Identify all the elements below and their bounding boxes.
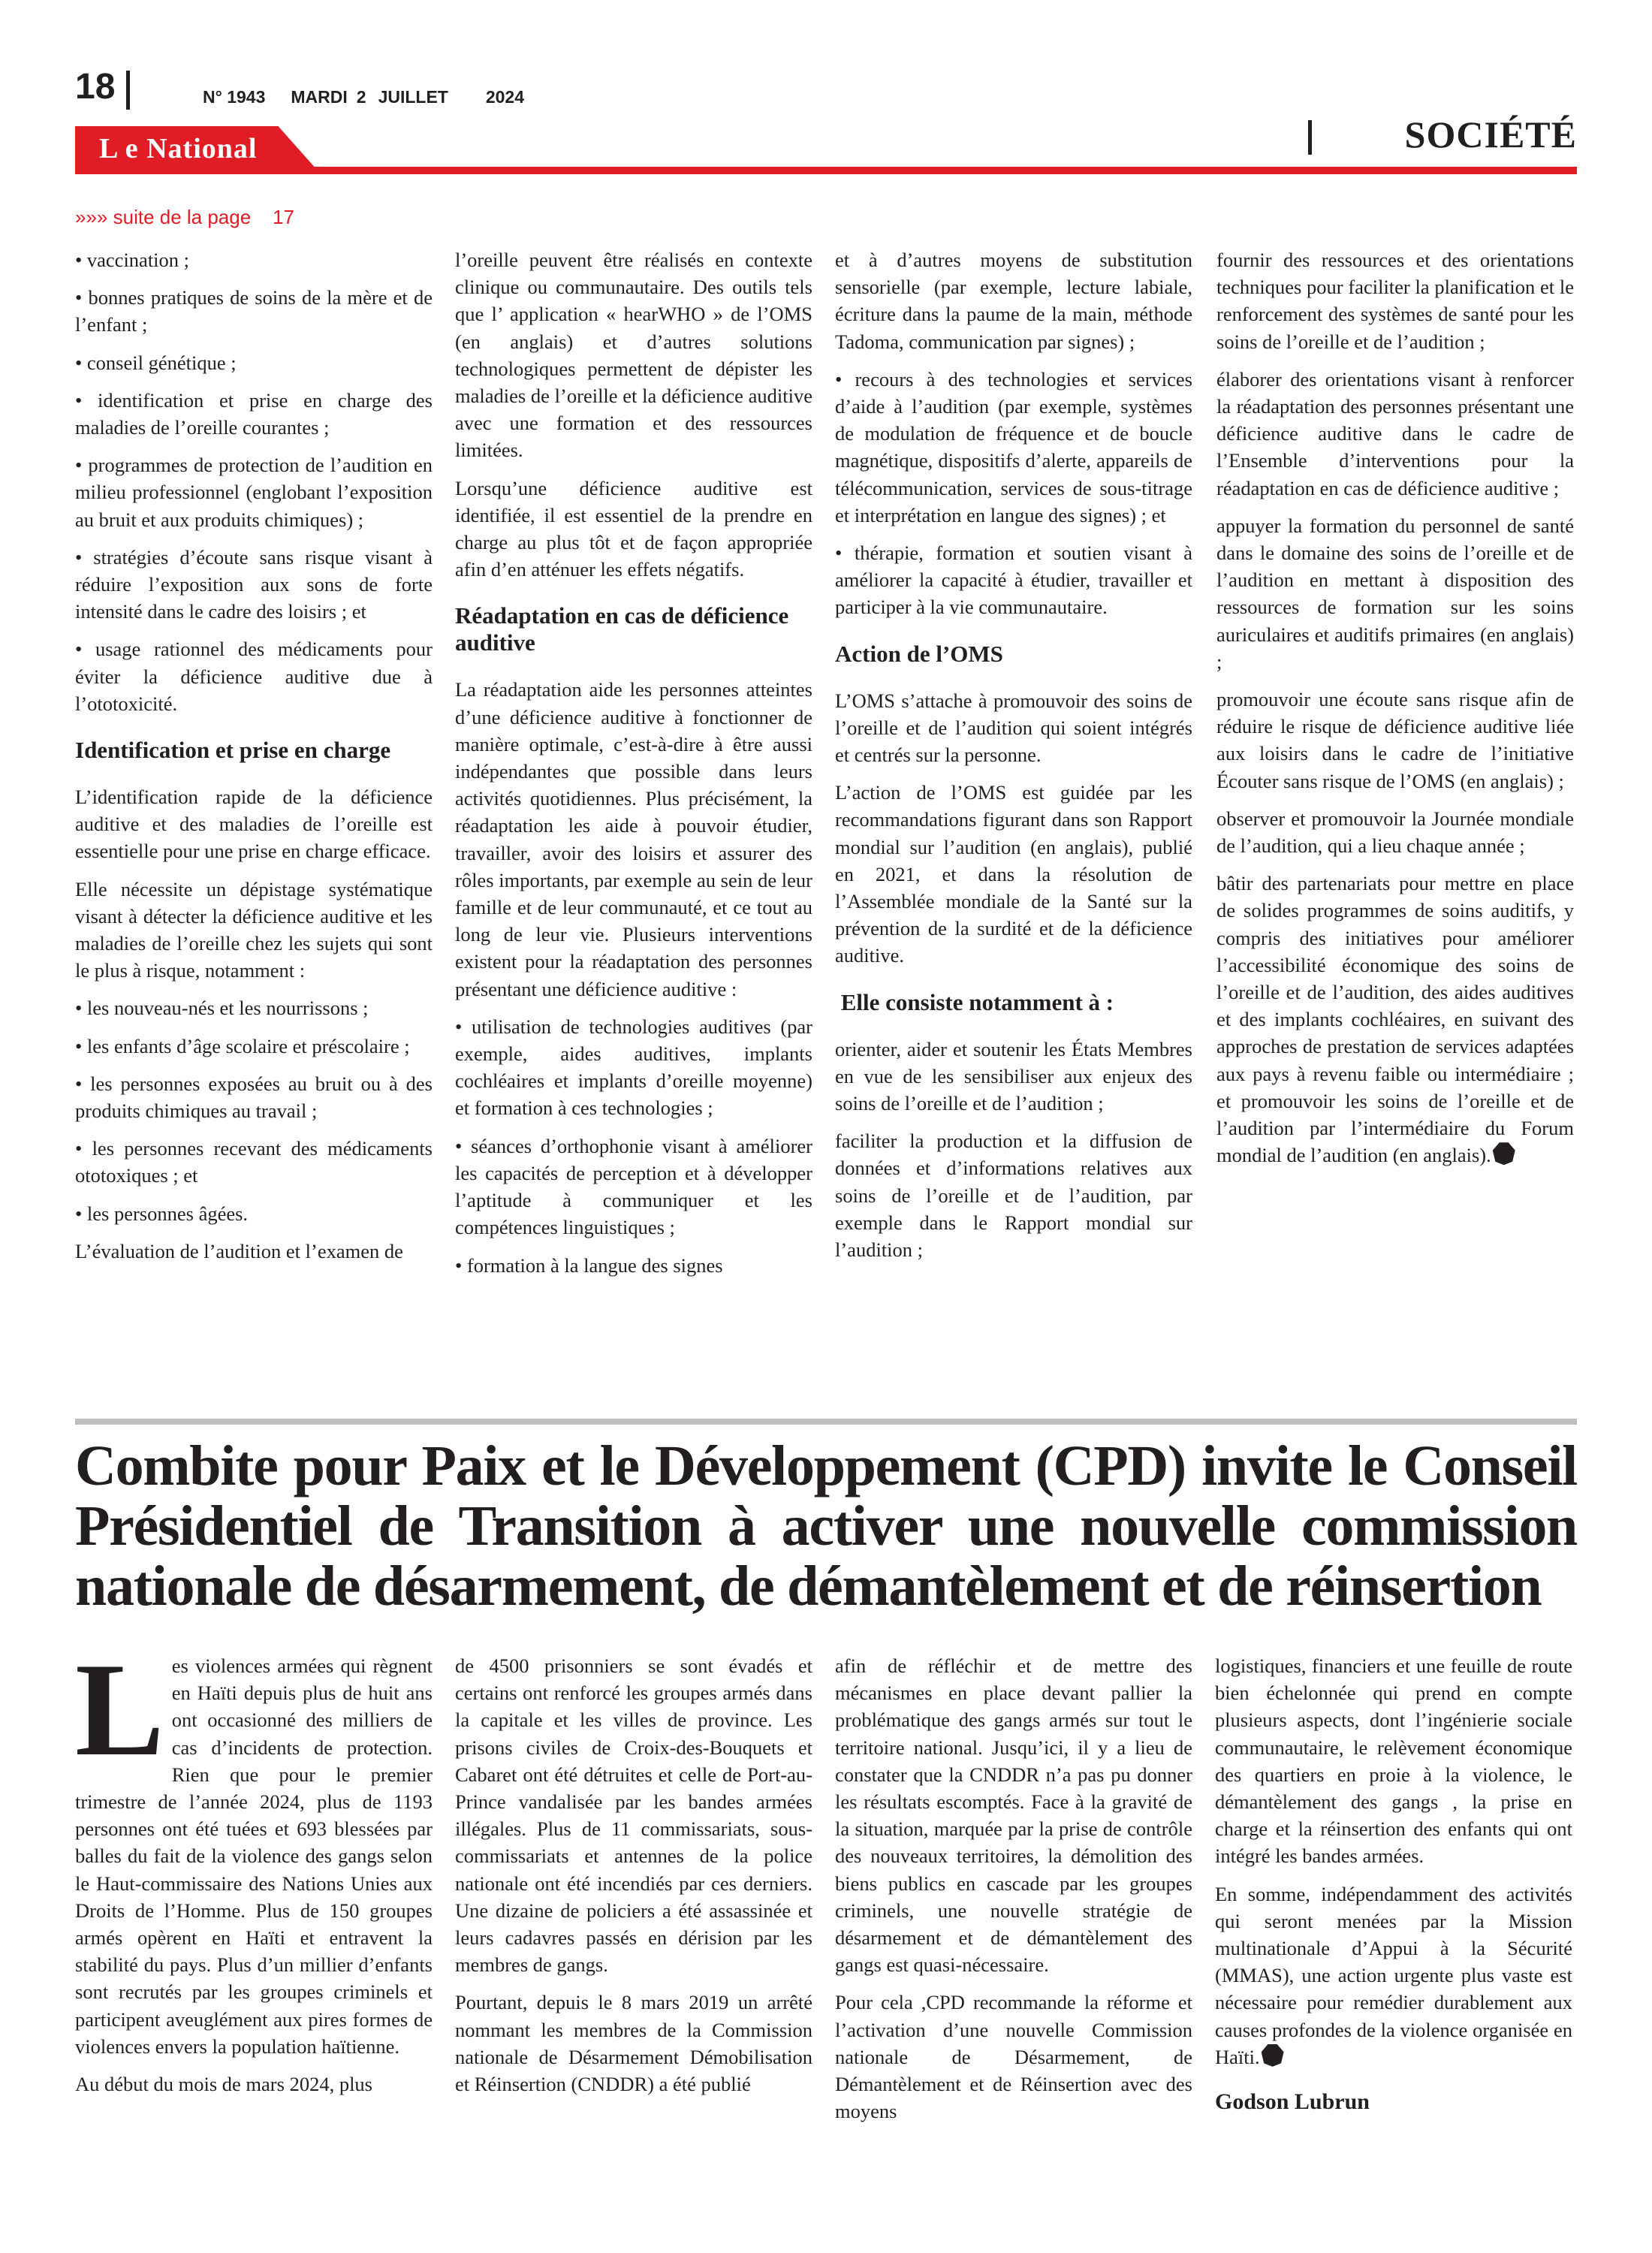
list-item: • usage rationnel des médicaments pour éviter la déficience auditive due à l’ototoxicité. <box>75 638 433 715</box>
paragraph <box>1215 1881 1572 2071</box>
list-item: • identification et prise en charge des maladies de l’oreille courantes ; <box>75 388 433 439</box>
paragraph: élaborer des orientations visant à renforcer la réadaptation des personnes présentant une déficience auditive dans le cadre de l’Ensemble d’interventions pour la réadaptation en cas de déficience auditive ; <box>1216 367 1574 499</box>
section-title: SOCIÉTÉ <box>1404 113 1577 155</box>
byline: Godson Lubrun <box>1215 2089 1370 2115</box>
end-of-article-icon <box>1493 1142 1515 1165</box>
list-item: • thérapie, formation et soutien visant à améliorer la capacité à étudier, travailler et participer à la vie communautaire. <box>835 541 1192 619</box>
paragraph: Elle nécessite un dépistage systématique visant à détecter la déficience auditive et les maladies de l’oreille chez les sujets qui sont le plus à risque, notamment : <box>75 877 433 982</box>
paragraph: Pourtant, depuis le 8 mars 2019 un arrêté nommant les membres de la Commission nationale de Désarmement Démobilisation et Réinsertion (CNDDR) a été publié <box>455 1991 812 2096</box>
paragraph: observer et promouvoir la Journée mondiale de l’audition, qui a lieu chaque année ; <box>1216 807 1574 858</box>
header-rule <box>75 167 1577 174</box>
issue-weekday: MARDI <box>291 87 348 107</box>
paragraph: L’identification rapide de la déficience auditive et des maladies de l’oreille est essentielle pour une prise en charge efficace. <box>75 786 433 863</box>
bottom-column-2 <box>455 1652 812 2108</box>
list-item: • vaccination ; <box>75 249 190 271</box>
list-item: • les nouveau-nés et les nourrissons ; <box>75 997 369 1020</box>
paragraph: Lorsqu’une déficience auditive est identifiée, il est essentiel de la prendre en charge au plus tôt et de façon appropriée afin d’en atténuer les effets négatifs. <box>455 476 812 581</box>
paragraph: L’évaluation de l’audition et l’examen de <box>75 1239 403 1262</box>
paragraph: L’action de l’OMS est guidée par les recommandations figurant dans son Rapport mondial sur l’audition (en anglais), publié en 2021, et dans la résolution de l’Assemblée mondiale de la Santé sur la prévention de la surdité et de la déficience auditive. <box>835 781 1192 967</box>
paragraph: orienter, aider et soutenir les États Membres en vue de les sensibiliser aux enjeux des soins de l’oreille et de l’audition ; <box>835 1037 1192 1115</box>
paragraph <box>1216 870 1574 1169</box>
paragraph: fournir des ressources et des orientations techniques pour faciliter la planification et le renforcement des systèmes de santé pour les soins de l’oreille et de l’audition ; <box>1216 249 1574 353</box>
top-column-1 <box>75 246 433 1275</box>
paragraph: afin de réfléchir et de mettre des mécanismes en place devant pallier la problématique des gangs armés sur tout le territoire national. Jusqu’ici, il y a lieu de constater que la CNDDR n’a pas pu donner les résultats escomptés. Face à la gravité de la situation, marquée par la prise de contrôle des nouveaux territoires, la démolition des biens publics en cascade par les groupes criminels, une nouvelle stratégie de désarmement et de démantèlement des gangs est quasi-nécessaire. <box>835 1654 1192 1977</box>
paragraph: logistiques, financiers et une feuille de route bien échelonnée qui prend en compte plusieurs aspects, dont l’ingénierie sociale communautaire, le relèvement économique des quartiers en proie à la violence, le démantèlement des gangs , la prise en charge et la réinsertion des enfants qui ont intégré les bandes armées. <box>1215 1654 1572 1868</box>
list-item: • les personnes exposées au bruit ou à des produits chimiques au travail ; <box>75 1072 433 1123</box>
bottom-column-4 <box>1215 1652 1572 2116</box>
list-item: • formation à la langue des signes <box>455 1253 723 1277</box>
issue-year: 2024 <box>485 87 525 107</box>
section-heading-identification: Identification et prise en charge <box>75 737 391 764</box>
article-separator <box>75 1419 1577 1425</box>
issue-day: 2 <box>356 87 366 107</box>
list-item: • séances d’orthophonie visant à améliorer les capacités de perception et à développer l’aptitude à communiquer et les compétences linguistiques ; <box>455 1134 812 1239</box>
lead-paragraph <box>75 1635 433 2060</box>
section-heading-consiste: Elle consiste notamment à : <box>835 988 1114 1015</box>
paragraph: et à d’autres moyens de substitution sensorielle (par exemple, lecture labiale, écriture dans la paume de la main, méthode Tadoma, communication par signes) ; <box>835 249 1192 353</box>
top-column-4 <box>1216 246 1574 1180</box>
drop-cap: L <box>75 1635 164 1784</box>
list-item: • conseil génétique ; <box>75 351 237 374</box>
list-item: • les personnes âgées. <box>75 1202 249 1225</box>
paragraph: promouvoir une écoute sans risque afin de réduire le risque de déficience auditive liée aux loisirs dans le cadre de l’initiative Écouter sans risque de l’OMS (en anglais) ; <box>1216 688 1574 792</box>
paragraph: L’OMS s’attache à promouvoir des soins de l’oreille et de l’audition qui soient intégrés et centrés sur la personne. <box>835 689 1192 767</box>
list-item: • stratégies d’écoute sans risque visant à réduire l’exposition aux sons de forte intensité dans le cadre des loisirs ; et <box>75 545 433 623</box>
issue-line <box>203 87 550 107</box>
page-number-divider <box>126 71 130 110</box>
paragraph: La réadaptation aide les personnes atteintes d’une déficience auditive à fonctionner de manière optimale, c’est-à-dire à être aussi indépendantes que possible dans leurs activités quotidiennes. Plus précisément, la réadaptation les aide à pouvoir étudier, travailler, avoir des loisirs et assurer des rôles importants, par exemple au sein de leur famille et de leur communauté, et ce tout au long de leur vie. Plusieurs interventions existent pour la réadaptation des personnes présentant une déficience auditive : <box>455 678 812 1000</box>
section-divider <box>1308 120 1312 155</box>
issue-month: JUILLET <box>378 87 448 107</box>
section-heading-readaptation: Réadaptation en cas de déficience auditive <box>455 602 789 656</box>
article-headline: Combite pour Paix et le Développement (CPD) invite le Conseil Présidentiel de Transition à activer une nouvelle commission nationale de désarmement, de démantèlement et de réinsertion <box>75 1434 1577 1618</box>
paragraph: l’oreille peuvent être réalisés en contexte clinique ou communautaire. Des outils tels que l’ application « hearWHO » de l’OMS (en anglais) et d’autres solutions technologiques permettent de dépister les maladies de l’oreille et la déficience auditive avec une formation et des ressources limitées. <box>455 249 812 462</box>
list-item: • programmes de protection de l’audition en milieu professionnel (englobant l’exposition au bruit et aux produits chimiques) ; <box>75 454 433 531</box>
paragraph: Au début du mois de mars 2024, plus <box>75 2073 372 2096</box>
list-item: • recours à des technologies et services d’aide à l’audition (par exemple, systèmes de modulation de fréquence et de boucle magnétique, dispositifs d’alerte, appareils de télécommunication, services de sous-titrage et interprétation en langue des signes) ; et <box>835 367 1192 526</box>
lead-paragraph-text: es violences armées qui règnent en Haïti depuis plus de huit ans ont occasionné des milliers de cas d’incidents de protection. Rien que pour le premier trimestre de l’année 2024, plus de 1193 personnes ont été tuées et 693 blessées par balles du fait de la violence des gangs selon le Haut-commissaire des Nations Unies aux Droits de l’Homme. Plus de 150 groupes armés opèrent en Haïti et entravent la stabilité du pays. Plus d’un millier d’enfants sont recrutés par les groupes criminels et participent aveuglément aux pires formes de violences envers la population haïtienne. <box>75 1654 433 2058</box>
list-item: • les personnes recevant des médicaments ototoxiques ; et <box>75 1137 433 1187</box>
paragraph: faciliter la production et la diffusion de données et d’informations relatives aux soins de l’oreille et de l’audition, par exemple dans le Rapport mondial sur l’audition ; <box>835 1130 1192 1262</box>
issue-number: N° 1943 <box>203 87 266 107</box>
list-item: • les enfants d’âge scolaire et préscolaire ; <box>75 1034 410 1057</box>
end-of-article-icon <box>1262 2044 1284 2067</box>
paragraph-text: En somme, indépendamment des activités qui seront menées par la Mission multinationale d’Appui à la Sécurité (MMAS), une action urgente plus vaste est nécessaire pour remédier durablement aux causes profondes de la violence organisée en Haïti. <box>1215 1882 1572 2068</box>
section-heading-action: Action de l’OMS <box>835 640 1003 667</box>
brand-name: L e National <box>99 133 258 164</box>
bottom-column-1 <box>75 1635 433 2108</box>
top-column-2 <box>455 246 812 1289</box>
paragraph-text: bâtir des partenariats pour mettre en place de solides programmes de soins auditifs, y compris des initiatives pour améliorer l’accessibilité économique des soins de l’oreille et de l’audition, des aides auditives et des implants cochléaires, en suivant des approches de prestation de services adaptées aux pays à revenu faible ou intermédiaire ; et promouvoir les soins de l’oreille et de l’audition par l’intermédiaire du Forum mondial de l’audition (en anglais). <box>1216 872 1574 1167</box>
paragraph: appuyer la formation du personnel de santé dans le domaine des soins de l’oreille et de l’audition en mettant à disposition des ressources de formation sur les soins auriculaires et auditifs primaires (en anglais) ; <box>1216 514 1574 673</box>
list-item: • bonnes pratiques de soins de la mère et de l’enfant ; <box>75 286 433 336</box>
list-item: • utilisation de technologies auditives (par exemple, aides auditives, implants cochléaires et implants d’oreille moyenne) et formation à ces technologies ; <box>455 1015 812 1120</box>
continued-from-label: »»» suite de la page 17 <box>75 206 295 228</box>
paragraph: Pour cela ,CPD recommande la réforme et l’activation d’une nouvelle Commission nationale de Désarmement, de Démantèlement et de Réinsertion avec des moyens <box>835 1991 1192 2123</box>
page-number: 18 <box>75 67 116 107</box>
paragraph: de 4500 prisonniers se sont évadés et certains ont renforcé les groupes armés dans la capitale et les villes de province. Les prisons civiles de Croix-des-Bouquets et Cabaret ont été détruites et celle de Port-au-Prince vandalisée par les bandes armées illégales. Plus de 11 commissariats, sous-commissariats et antennes de la police nationale ont été incendiés par ces derniers. Une dizaine de policiers a été assassinée et leurs cadavres passés en dérision par les membres de gangs. <box>455 1654 812 1977</box>
top-column-3 <box>835 246 1192 1274</box>
bottom-column-3 <box>835 1652 1192 2135</box>
